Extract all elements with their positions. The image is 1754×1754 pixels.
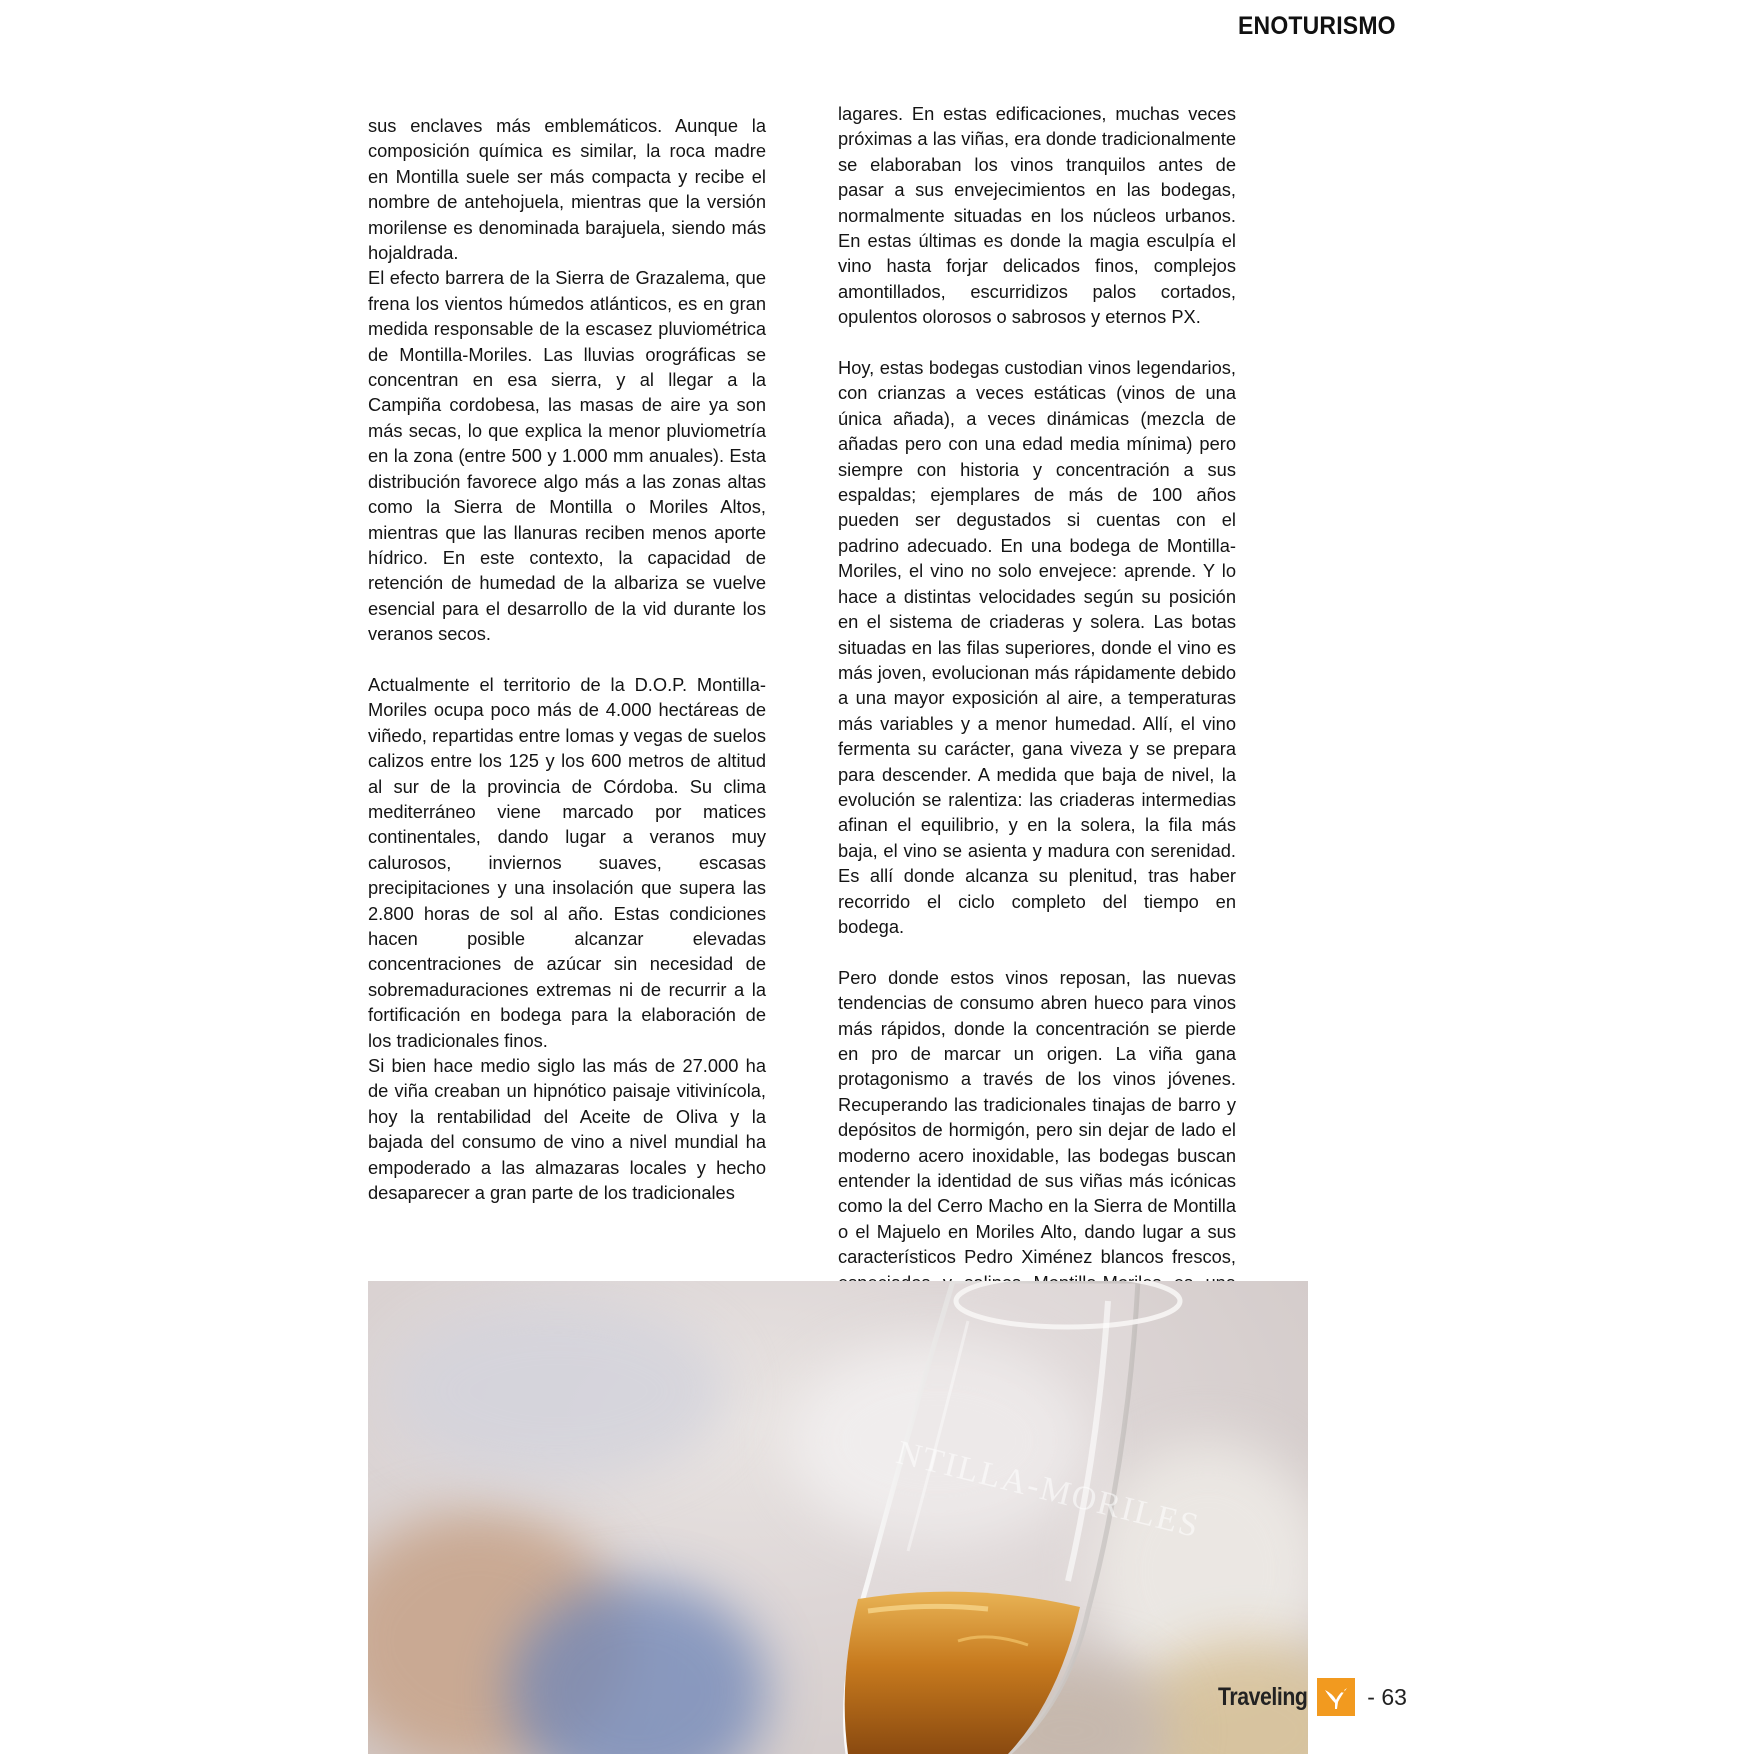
article-column-right bbox=[838, 101, 1236, 1346]
footer bbox=[1218, 1678, 1407, 1716]
bird-logo-icon bbox=[1317, 1678, 1355, 1716]
wine-glass-photo bbox=[368, 1281, 1308, 1754]
glass-engraving: NTILLA-MORILES bbox=[892, 1434, 1204, 1546]
article-column-left bbox=[368, 113, 766, 1205]
paragraph: Actualmente el territorio de la D.O.P. Montilla-Moriles ocupa poco más de 4.000 hectáreas de viñedo, repartidas entre lomas y vegas de suelos calizos entre los 125 y los 600 metros de altitud al sur de la provincia de Córdoba. Su clima mediterráneo viene marcado por matices continentales, dando lugar a veranos muy calurosos, inviernos suaves, escasas precipitaciones y una insolación que supera las 2.800 horas de sol al año. Estas condiciones hacen posible alcanzar elevadas concentraciones de azúcar sin necesidad de sobremaduraciones extremas ni de recurrir a la fortificación en bodega para la elaboración de los tradicionales finos. bbox=[368, 673, 766, 1051]
page-number: - 63 bbox=[1367, 1683, 1407, 1710]
paragraph: El efecto barrera de la Sierra de Grazalema, que frena los vientos húmedos atlánticos, es en gran medida responsable de la escasez pluviométrica de Montilla-Moriles. Las lluvias orográficas se concentran en esa sierra, y al llegar a la Campiña cordobesa, las masas de aire ya son más secas, lo que explica la menor pluviometría en la zona (entre 500 y 1.000 mm anuales). Esta distribución favorece algo más a las zonas altas como la Sierra de Montilla o Moriles Altos, mientras que las llanuras reciben menos aporte hídrico. En este contexto, la capacidad de retención de humedad de la albariza se vuelve esencial para el desarrollo de la vid durante los veranos secos. bbox=[368, 267, 766, 645]
paragraph: sus enclaves más emblemáticos. Aunque la composición química es similar, la roca madre en Montilla suele ser más compacta y recibe el nombre de antehojuela, mientras que la versión morilense es denominada barajuela, siendo más hojaldrada. bbox=[368, 115, 766, 264]
section-title: ENOTURISMO bbox=[1238, 12, 1396, 40]
brand-wordmark: Traveling bbox=[1218, 1682, 1308, 1711]
paragraph: Si bien hace medio siglo las más de 27.000 ha de viña creaban un hipnótico paisaje vitivinícola, hoy la rentabilidad del Aceite de Oliva y la bajada del consumo de vino a nivel mundial ha empoderado a las almazaras locales y hecho desaparecer a gran parte de los tradicionales bbox=[368, 1055, 766, 1204]
paragraph: Hoy, estas bodegas custodian vinos legendarios, con crianzas a veces estáticas (vinos de una única añada), a veces dinámicas (mezcla de añadas pero con una edad media mínima) pero siempre con historia y concentración a sus espaldas; ejemplares de más de 100 años pueden ser degustados si cuentas con el padrino adecuado. En una bodega de Montilla-Moriles, el vino no solo envejece: aprende. Y lo hace a distintas velocidades según su posición en el sistema de criaderas y solera. Las botas situadas en las filas superiores, donde el vino es más joven, evolucionan más rápidamente debido a una mayor exposición al aire, a temperaturas más variables y a menor humedad. Allí, el vino fermenta su carácter, gana viveza y se prepara para descender. A medida que baja de nivel, la evolución se ralentiza: las criaderas intermedias afinan el equilibrio, y en la solera, la fila más baja, el vino se asienta y madura con serenidad. Es allí donde alcanza su plenitud, tras haber recorrido el ciclo completo del tiempo en bodega. bbox=[838, 357, 1236, 937]
paragraph: Pero donde estos vinos reposan, las nuevas tendencias de consumo abren hueco para vinos más rápidos, donde la concentración se pierde en pro de marcar un origen. La viña gana protagonismo a través de los vinos jóvenes. Recuperando las tradicionales tinajas de barro y depósitos de hormigón, pero sin dejar de lado el moderno acero inoxidable, las bodegas buscan entender la identidad de sus viñas más icónicas como la del Cerro Macho en la Sierra de Montilla o el Majuelo en Moriles Alto, dando lugar a sus característicos Pedro Ximénez blancos frescos, bbox=[838, 966, 1236, 1268]
sherry-glass bbox=[368, 1281, 1308, 1754]
paragraph: lagares. En estas edificaciones, muchas veces próximas a las viñas, era donde tradicionalmente se elaboraban los vinos tranquilos antes de pasar a sus envejecimientos en las bodegas, normalmente situadas en los núcleos urbanos. En estas últimas es donde la magia esculpía el vino hasta forjar delicados finos, complejos amontillados, escurridizos palos cortados, opulentos olorosos o sabrosos y eternos PX. bbox=[838, 103, 1236, 328]
